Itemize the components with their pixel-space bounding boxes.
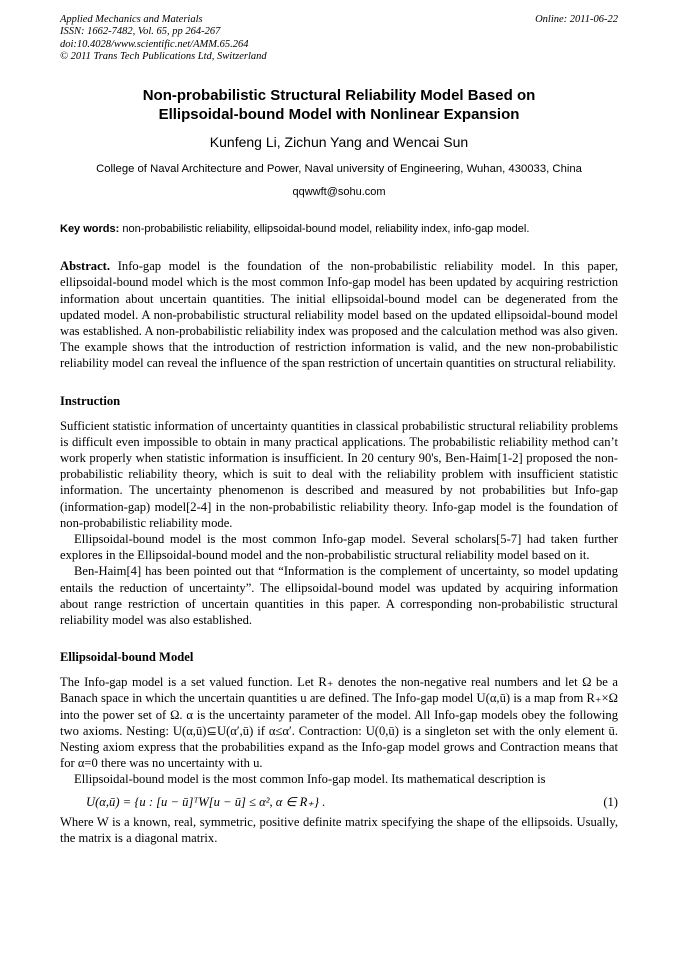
journal-title: Applied Mechanics and Materials — [60, 14, 203, 25]
instruction-paragraph-1: Sufficient statistic information of uncertainty quantities in classical probabilistic structural reliability problems is difficult even impossible to obtain in many practical applications. The probabilistic reliability method can’t work properly when statistic information is insufficient. In 20 century 90's, Ben-Haim[1-2] proposed the non-probabilistic reliability theory, which is suit to deal with the reliability problem with insufficient statistic information. The uncertainty phenomenon is described and measured by not probabilities but Info-gap (information-gap) model[2-4] in the non-probabilistic reliability theory. Info-gap model is the foundation of non-probabilistic reliability mode. — [60, 418, 618, 530]
keywords-text: non-probabilistic reliability, ellipsoidal-bound model, reliability index, info-gap model. — [122, 223, 530, 236]
authors: Kunfeng Li, Zichun Yang and Wencai Sun — [209, 134, 469, 151]
equation-number: (1) — [603, 794, 618, 809]
email-address: qqwwft@sohu.com — [292, 186, 386, 199]
issn-volume-pages: ISSN: 1662-7482, Vol. 65, pp 264-267 — [60, 26, 221, 38]
section-heading-ellipsoidal-bound-model: Ellipsoidal-bound Model — [60, 650, 194, 665]
equation-body: U(α,ū) = {u : [u − ū]ᵀW[u − ū] ≤ α², α ∈ R₊} . — [86, 794, 326, 809]
ellipsoidal-paragraph-2: Ellipsoidal-bound model is the most common Info-gap model. Its mathematical description is — [74, 772, 546, 787]
online-date: Online: 2011-06-22 — [535, 14, 618, 25]
running-head — [60, 14, 618, 63]
paper-title-line2: Ellipsoidal-bound Model with Nonlinear Expansion — [158, 106, 520, 124]
doi-line: doi:10.4028/www.scientific.net/AMM.65.264 — [60, 38, 249, 50]
ellipsoidal-paragraph-1: The Info-gap model is a set valued function. Let R₊ denotes the non-negative real numbers and let Ω be a Banach space in which the uncertain quantities u are defined. The Info-gap model U(α,ū) is a map from R₊×Ω into the power set of Ω. α is the uncertainty parameter of the model. All Info-gap models obey the following two axioms. Nesting: U(α,ū)⊆U(α′,ū) if α≤α′. Contraction: U(0,ū) is a singleton set with the only element ū. Nesting axiom express that the probabilities expand as the Info-gap model grows and Contraction means that for α=0 there was no uncertainty with u. — [60, 675, 618, 771]
instruction-paragraph-3: Ben-Haim[4] has been pointed out that “Information is the complement of uncertainty, so model updating entails the reduction of uncertainty”. The ellipsoidal-bound model was updated by acquiring information about range restriction of uncertain quantities in this paper. A corresponding non-probabilistic structural reliability model was also established. — [60, 564, 618, 628]
keywords-line — [60, 222, 618, 236]
paper-title — [60, 86, 618, 124]
equation-1 — [60, 793, 618, 811]
copyright-line: © 2011 Trans Tech Publications Ltd, Switzerland — [60, 50, 267, 62]
instruction-paragraph-2: Ellipsoidal-bound model is the most common Info-gap model. Several scholars[5-7] had taken further explores in the Ellipsoidal-bound model and the non-probabilistic structural reliability model based on it. — [60, 532, 618, 563]
affiliation: College of Naval Architecture and Power, Naval university of Engineering, Wuhan, 430033, China — [96, 163, 582, 176]
abstract-label: Abstract. — [60, 259, 111, 274]
section-heading-instruction: Instruction — [60, 393, 121, 408]
journal-info — [60, 14, 267, 63]
abstract-text: Info-gap model is the foundation of the non-probabilistic reliability model. In this paper, ellipsoidal-bound model which is the most common Info-gap model has been updated by acquiring restriction information about uncertain quantities. The initial ellipsoidal-bound model can be degenerated from the updated model. A non-probabilistic structural reliability model based on the updated ellipsoidal-bound model was established. A non-probabilistic reliability index was proposed and the calculation method was also given. The example shows that the introduction of restriction information is valid, and the new non-probabilistic reliability model can reveal the influence of the span restriction of uncertain quantities on structural reliability. — [60, 259, 618, 371]
ellipsoidal-paragraph-3: Where W is a known, real, symmetric, positive definite matrix specifying the shape of the ellipsoids. Usually, the matrix is a diagonal matrix. — [60, 814, 618, 845]
abstract — [60, 258, 618, 371]
keywords-label: Key words: — [60, 223, 120, 236]
paper-title-line1: Non-probabilistic Structural Reliability Model Based on — [142, 87, 536, 105]
